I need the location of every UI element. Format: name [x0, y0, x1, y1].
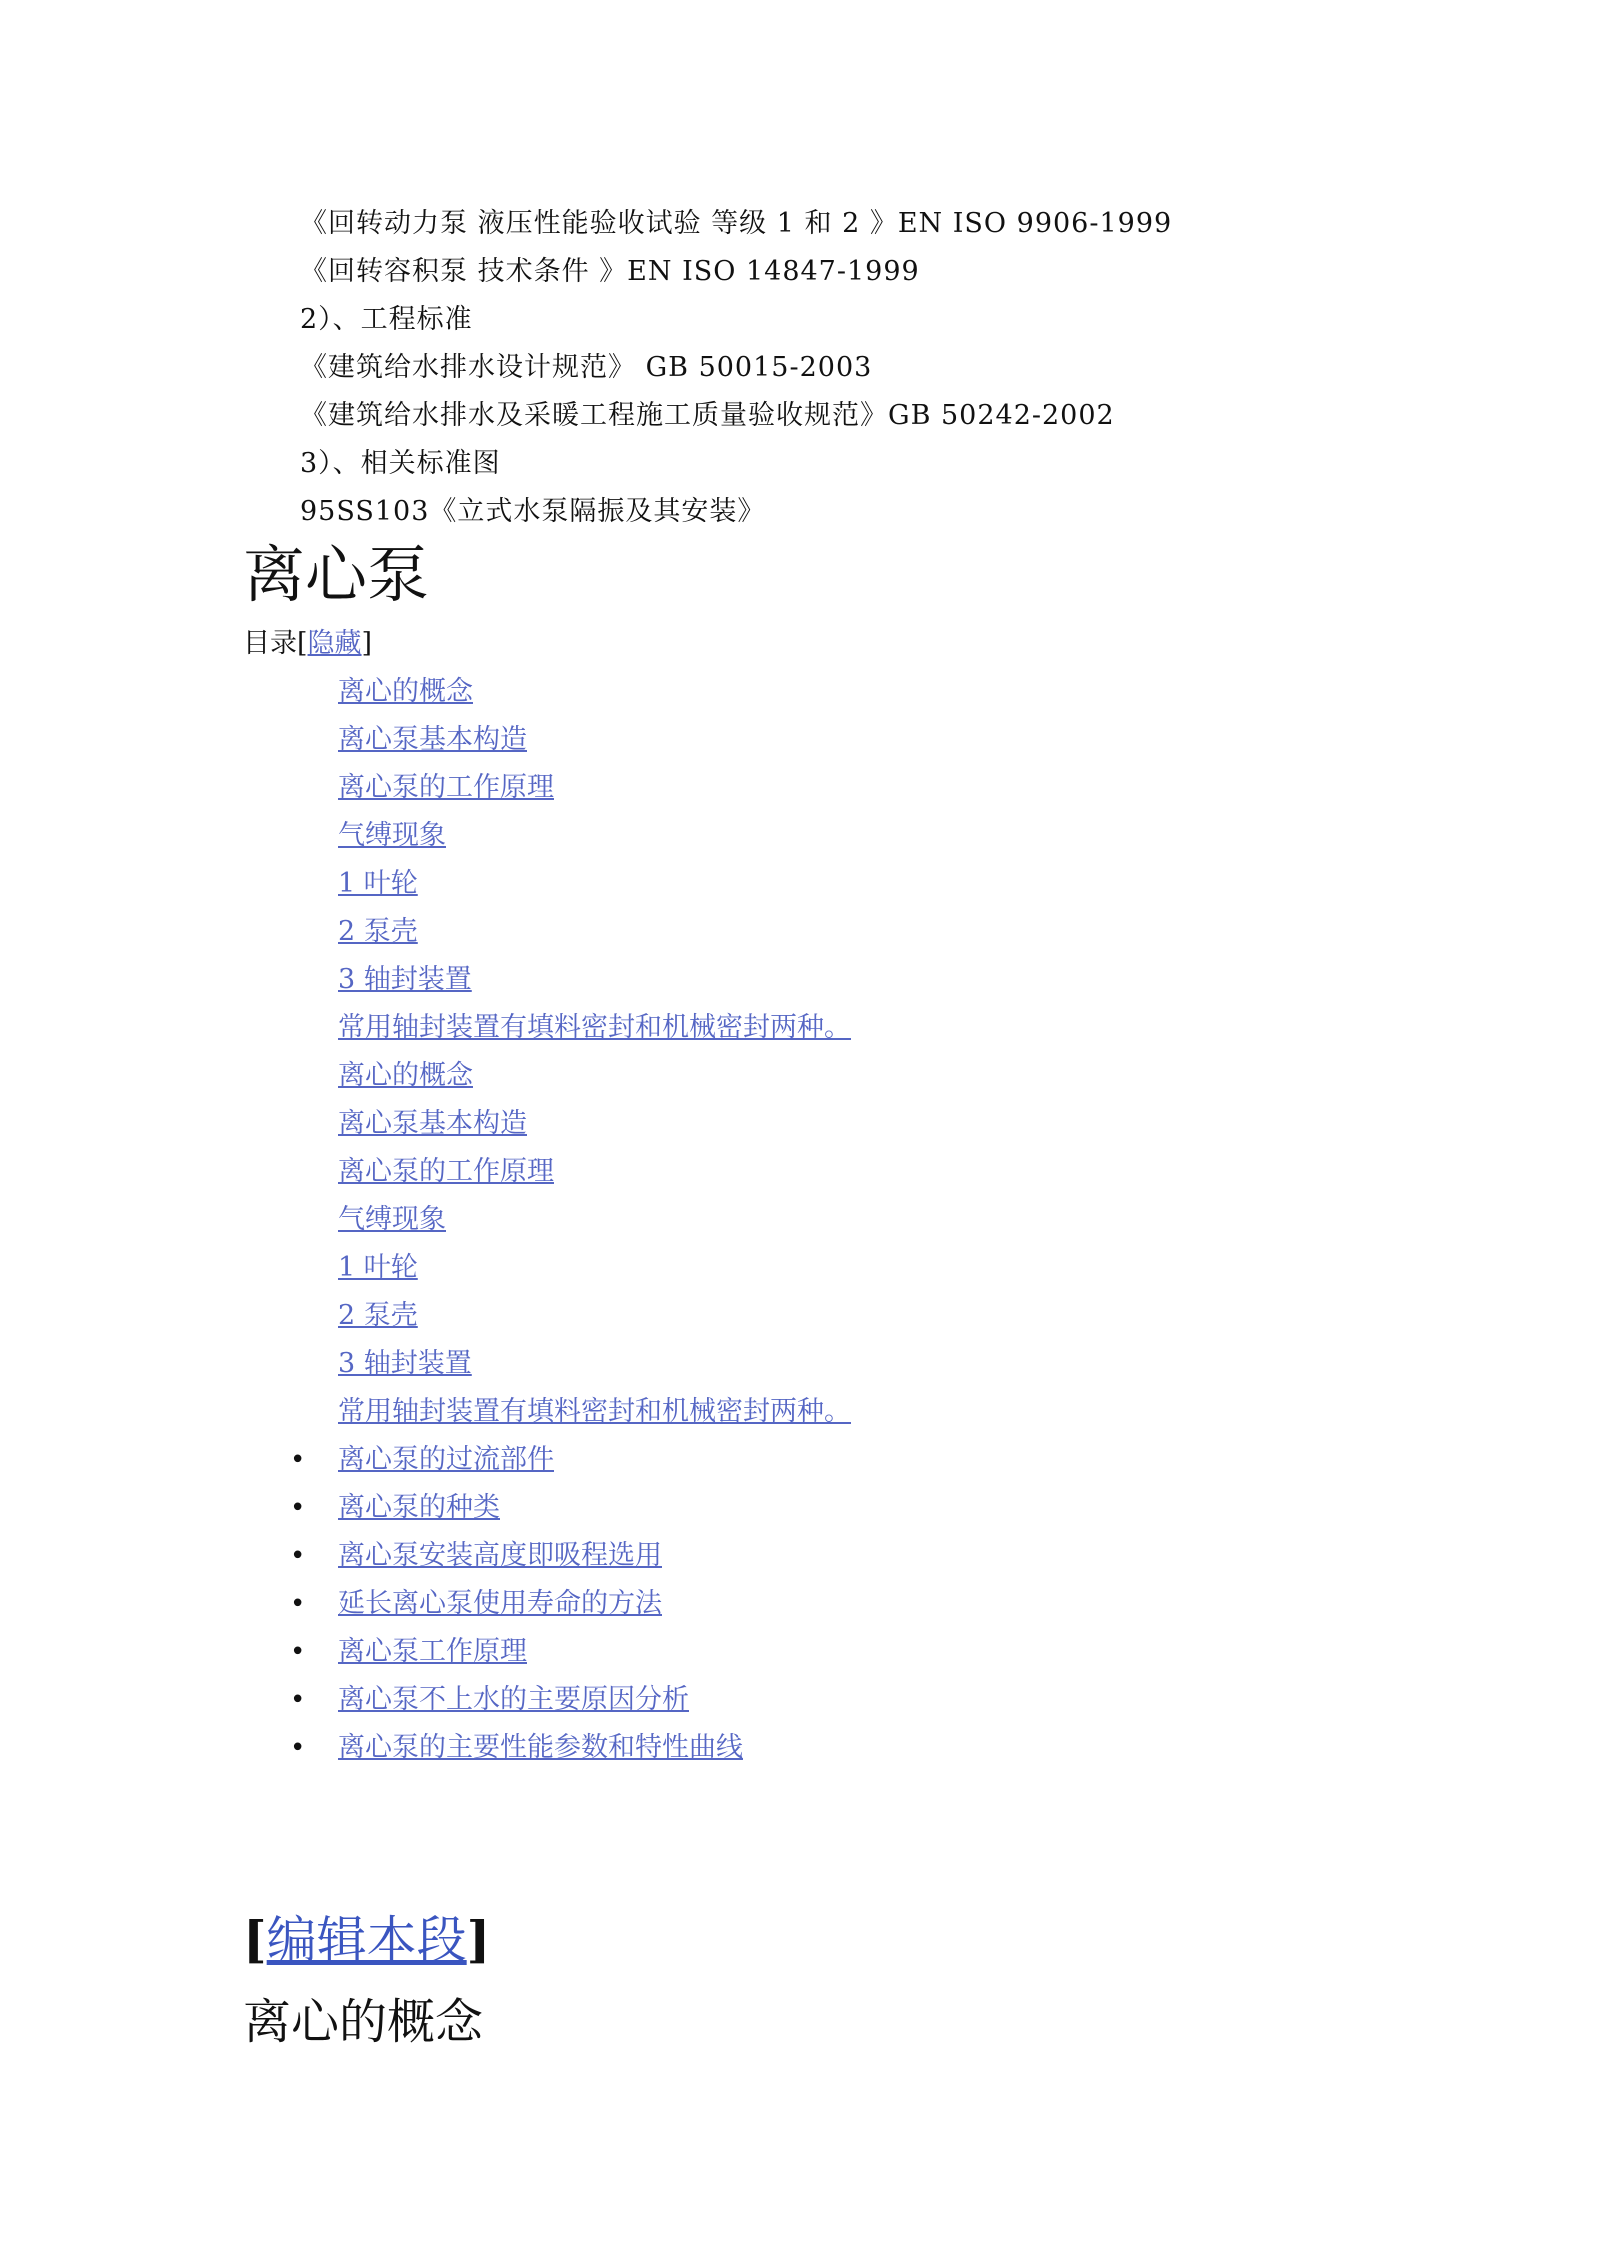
reference-line: 《建筑给水排水设计规范》 GB 50015-2003 [300, 352, 873, 383]
toc-link[interactable]: 气缚现象 [338, 1204, 446, 1235]
toc-link[interactable]: 离心泵基本构造 [338, 1108, 527, 1139]
toc-link[interactable]: 2 泵壳 [338, 1300, 418, 1331]
toc-link[interactable]: 常用轴封装置有填料密封和机械密封两种。 [338, 1012, 851, 1043]
edit-section-link[interactable]: 编辑本段 [266, 1911, 467, 1969]
toc-label: 目录 [243, 628, 297, 659]
toc-bullet-link[interactable]: 离心泵的种类 [338, 1492, 500, 1523]
toc-bracket-open: [ [297, 628, 308, 659]
toc-bullet-link[interactable]: 离心泵的主要性能参数和特性曲线 [338, 1732, 743, 1763]
reference-subheading: 2）、工程标准 [300, 304, 473, 335]
toc-bullet-link[interactable]: 离心泵不上水的主要原因分析 [338, 1684, 689, 1715]
toc-link[interactable]: 离心泵的工作原理 [338, 1156, 554, 1187]
toc-bracket-close: ] [361, 628, 373, 659]
section-heading: 离心的概念 [243, 1994, 484, 2050]
toc-link[interactable]: 2 泵壳 [338, 916, 418, 947]
toc-link[interactable]: 3 轴封装置 [338, 964, 472, 995]
reference-subheading: 3）、相关标准图 [300, 448, 501, 479]
edit-bracket-close: ] [466, 1910, 491, 1969]
edit-section-heading [243, 1908, 490, 1972]
toc-link[interactable]: 离心的概念 [338, 1060, 473, 1091]
toc-link[interactable]: 1 叶轮 [338, 1252, 418, 1283]
reference-line: 《回转动力泵 液压性能验收试验 等级 1 和 2 》EN ISO 9906-1999 [300, 208, 1173, 239]
toc-bullet-link[interactable]: 延长离心泵使用寿命的方法 [338, 1588, 662, 1619]
bullet-icon: • [290, 1589, 306, 1619]
toc-link[interactable]: 离心泵基本构造 [338, 724, 527, 755]
toc-link[interactable]: 3 轴封装置 [338, 1348, 472, 1379]
reference-line: 《回转容积泵 技术条件 》EN ISO 14847-1999 [300, 256, 920, 287]
toc-link[interactable]: 离心的概念 [338, 676, 473, 707]
page-title: 离心泵 [243, 538, 430, 611]
edit-bracket-open: [ [243, 1910, 267, 1969]
toc-link[interactable]: 1 叶轮 [338, 868, 418, 899]
toc-link[interactable]: 离心泵的工作原理 [338, 772, 554, 803]
toc-header [243, 627, 372, 661]
toc-link[interactable]: 气缚现象 [338, 820, 446, 851]
bullet-icon: • [290, 1445, 306, 1475]
toc-bullet-link[interactable]: 离心泵工作原理 [338, 1636, 527, 1667]
bullet-icon: • [290, 1733, 306, 1763]
bullet-icon: • [290, 1637, 306, 1667]
reference-line: 《建筑给水排水及采暖工程施工质量验收规范》GB 50242-2002 [300, 400, 1115, 431]
bullet-icon: • [290, 1541, 306, 1571]
toc-link[interactable]: 常用轴封装置有填料密封和机械密封两种。 [338, 1396, 851, 1427]
bullet-icon: • [290, 1493, 306, 1523]
bullet-icon: • [290, 1685, 306, 1715]
reference-line: 95SS103《立式水泵隔振及其安装》 [300, 496, 766, 527]
toc-bullet-link[interactable]: 离心泵安装高度即吸程选用 [338, 1540, 662, 1571]
toc-bullet-link[interactable]: 离心泵的过流部件 [338, 1444, 554, 1475]
toc-hide-link[interactable]: 隐藏 [307, 628, 362, 659]
